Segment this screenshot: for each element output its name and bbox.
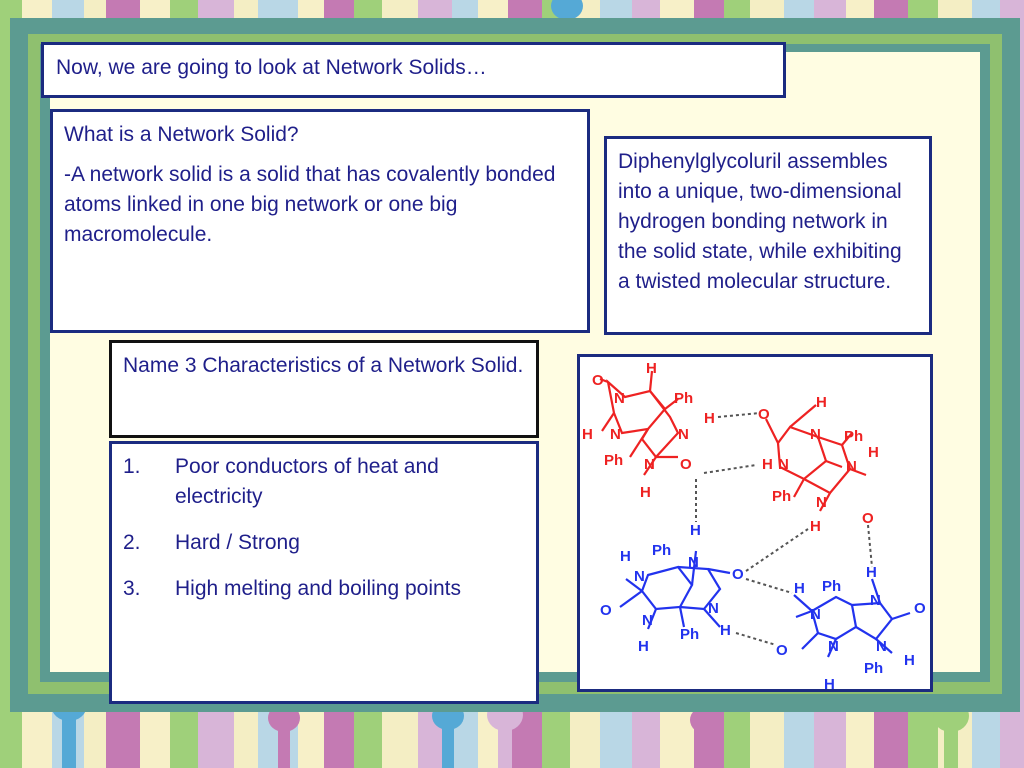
- atom-label-h: H: [794, 580, 805, 597]
- list-item: [123, 528, 525, 558]
- atom-label-ph: Ph: [864, 660, 884, 677]
- atom-label-n: N: [642, 612, 653, 629]
- atom-label-o: O: [776, 642, 788, 659]
- atom-label-h: H: [704, 410, 715, 427]
- atom-label-ph: Ph: [652, 542, 672, 559]
- atom-label-h: H: [582, 426, 593, 443]
- characteristics-prompt: Name 3 Characteristics of a Network Solid.: [123, 354, 524, 377]
- slide-title: Now, we are going to look at Network Solids…: [56, 56, 487, 79]
- list-item-text: High melting and boiling points: [175, 577, 462, 600]
- atom-label-n: N: [816, 494, 827, 511]
- atom-label-h: H: [904, 652, 915, 669]
- atom-label-h: H: [638, 638, 649, 655]
- molecule-blue-left: [620, 551, 730, 629]
- example-text-box[interactable]: [604, 136, 932, 335]
- list-item-text: Hard / Strong: [175, 531, 300, 554]
- molecule-network-svg: [580, 357, 930, 689]
- atom-label-h: H: [762, 456, 773, 473]
- atom-label-n: N: [708, 600, 719, 617]
- list-item-number: 2.: [123, 531, 141, 554]
- atom-label-n: N: [610, 426, 621, 443]
- atom-label-h: H: [690, 522, 701, 539]
- atom-label-ph: Ph: [680, 626, 700, 643]
- list-item-number: 1.: [123, 455, 141, 478]
- atom-label-h: H: [620, 548, 631, 565]
- list-item-number: 3.: [123, 577, 141, 600]
- atom-label-h: H: [646, 360, 657, 377]
- atom-label-n: N: [778, 456, 789, 473]
- atom-label-h: H: [720, 622, 731, 639]
- atom-label-n: N: [870, 592, 881, 609]
- atom-label-o: O: [600, 602, 612, 619]
- atom-label-h: H: [824, 676, 835, 689]
- atom-label-ph: Ph: [772, 488, 792, 505]
- atom-label-n: N: [688, 554, 699, 571]
- atom-label-ph: Ph: [844, 428, 864, 445]
- atom-label-ph: Ph: [822, 578, 842, 595]
- list-item: [123, 574, 525, 604]
- atom-label-n: N: [614, 390, 625, 407]
- atom-label-n: N: [810, 606, 821, 623]
- atom-label-o: O: [758, 406, 770, 423]
- list-item-text: Poor conductors of heat and electricity: [175, 455, 439, 508]
- atom-label-ph: Ph: [604, 452, 624, 469]
- example-text: Diphenylglycoluril assembles into a unique, two-dimensional hydrogen bonding network in the solid state, while exhibiting a twisted molecular structure.: [618, 150, 902, 293]
- atom-label-h: H: [866, 564, 877, 581]
- atom-label-o: O: [914, 600, 926, 617]
- characteristics-list: [123, 452, 525, 604]
- atom-label-n: N: [634, 568, 645, 585]
- characteristics-prompt-box[interactable]: [109, 340, 539, 438]
- definition-answer: -A network solid is a solid that has covalently bonded atoms linked in one big network or one big macromolecule.: [64, 163, 556, 246]
- list-item: [123, 452, 525, 512]
- atom-label-n: N: [876, 638, 887, 655]
- atom-label-h: H: [810, 518, 821, 535]
- atom-label-ph: Ph: [674, 390, 694, 407]
- definition-box[interactable]: [50, 109, 590, 333]
- characteristics-list-box[interactable]: [109, 441, 539, 704]
- slide-title-box[interactable]: [41, 42, 786, 98]
- atom-label-n: N: [810, 426, 821, 443]
- atom-label-o: O: [592, 372, 604, 389]
- hydrogen-bonds: [696, 413, 872, 645]
- atom-label-o: O: [862, 510, 874, 527]
- atom-label-n: N: [678, 426, 689, 443]
- atom-label-n: N: [846, 458, 857, 475]
- atom-label-o: O: [732, 566, 744, 583]
- atom-label-o: O: [680, 456, 692, 473]
- atom-label-n: N: [828, 638, 839, 655]
- atom-label-h: H: [868, 444, 879, 461]
- hydrogen-bond-network-diagram[interactable]: [577, 354, 933, 692]
- atom-label-h: H: [816, 394, 827, 411]
- definition-question: What is a Network Solid?: [64, 123, 299, 146]
- atom-label-h: H: [640, 484, 651, 501]
- atom-label-n: N: [644, 456, 655, 473]
